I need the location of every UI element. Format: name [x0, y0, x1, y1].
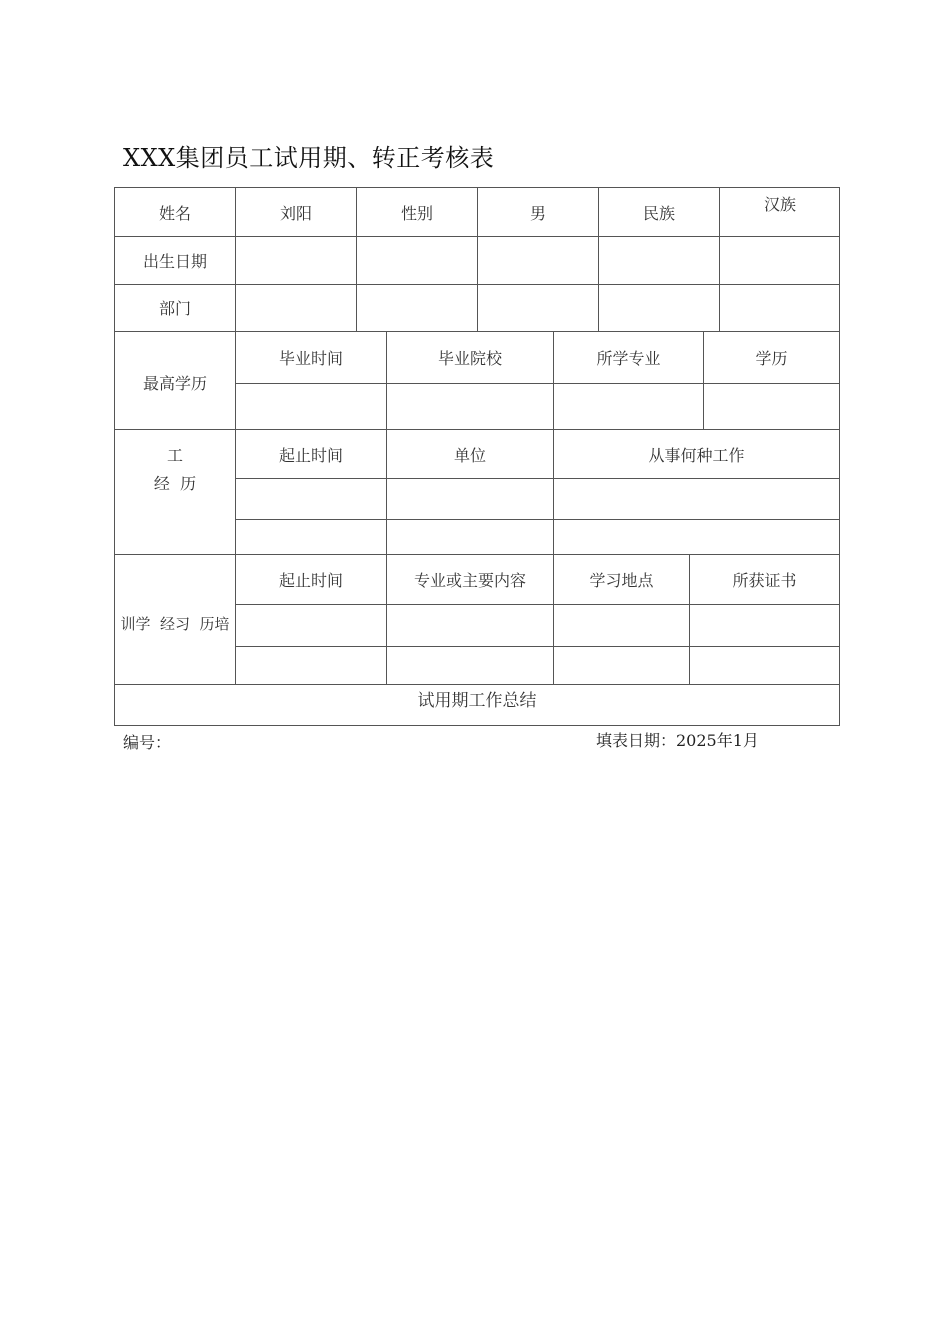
work-experience-label	[115, 440, 235, 500]
work-label-line2: 经 历	[153, 474, 197, 493]
gender-value[interactable]: 男	[529, 203, 546, 223]
training-table	[114, 554, 840, 685]
edu-header-degree: 学历	[755, 349, 788, 368]
ethnic-value[interactable]: 汉族	[763, 194, 796, 214]
work-header-period: 起止时间	[278, 445, 343, 465]
basic-info-table	[114, 187, 840, 332]
training-row-2[interactable]	[236, 647, 839, 684]
training-header-location: 学习地点	[589, 571, 654, 590]
birth-date-label: 出生日期	[142, 251, 207, 271]
department-label: 部门	[158, 299, 191, 318]
name-value[interactable]: 刘阳	[279, 203, 312, 223]
work-row-2[interactable]	[236, 520, 839, 554]
edu-header-graduation-time: 毕业时间	[278, 349, 343, 368]
training-label: 训学 经习 历培	[120, 614, 230, 633]
edu-row-field[interactable]	[236, 384, 839, 429]
name-label: 姓名	[158, 203, 191, 223]
work-header-employer: 单位	[453, 445, 486, 465]
work-experience-table	[114, 429, 840, 555]
ethnic-label: 民族	[642, 203, 675, 223]
education-label: 最高学历	[142, 373, 207, 393]
birth-date-field[interactable]	[236, 236, 839, 284]
edu-header-school: 毕业院校	[437, 349, 502, 368]
department-field[interactable]	[236, 284, 839, 331]
probation-summary-label: 试用期工作总结	[417, 690, 537, 711]
work-row-1[interactable]	[236, 479, 839, 519]
work-label-line1: 工	[166, 446, 183, 465]
form-title: XXX集团员工试用期、转正考核表	[123, 144, 495, 172]
probation-summary-section	[114, 684, 840, 726]
edu-header-major: 所学专业	[596, 349, 661, 368]
training-header-period: 起止时间	[278, 571, 343, 590]
form-number-label: 编号：	[123, 733, 172, 752]
training-row-1[interactable]	[236, 605, 839, 646]
training-header-certificate: 所获证书	[732, 571, 797, 590]
fill-date: 填表日期：2025年1月	[596, 731, 759, 750]
work-header-job: 从事何种工作	[648, 445, 745, 465]
education-table	[114, 331, 840, 430]
gender-label: 性别	[400, 203, 433, 223]
training-header-content: 专业或主要内容	[413, 571, 526, 590]
